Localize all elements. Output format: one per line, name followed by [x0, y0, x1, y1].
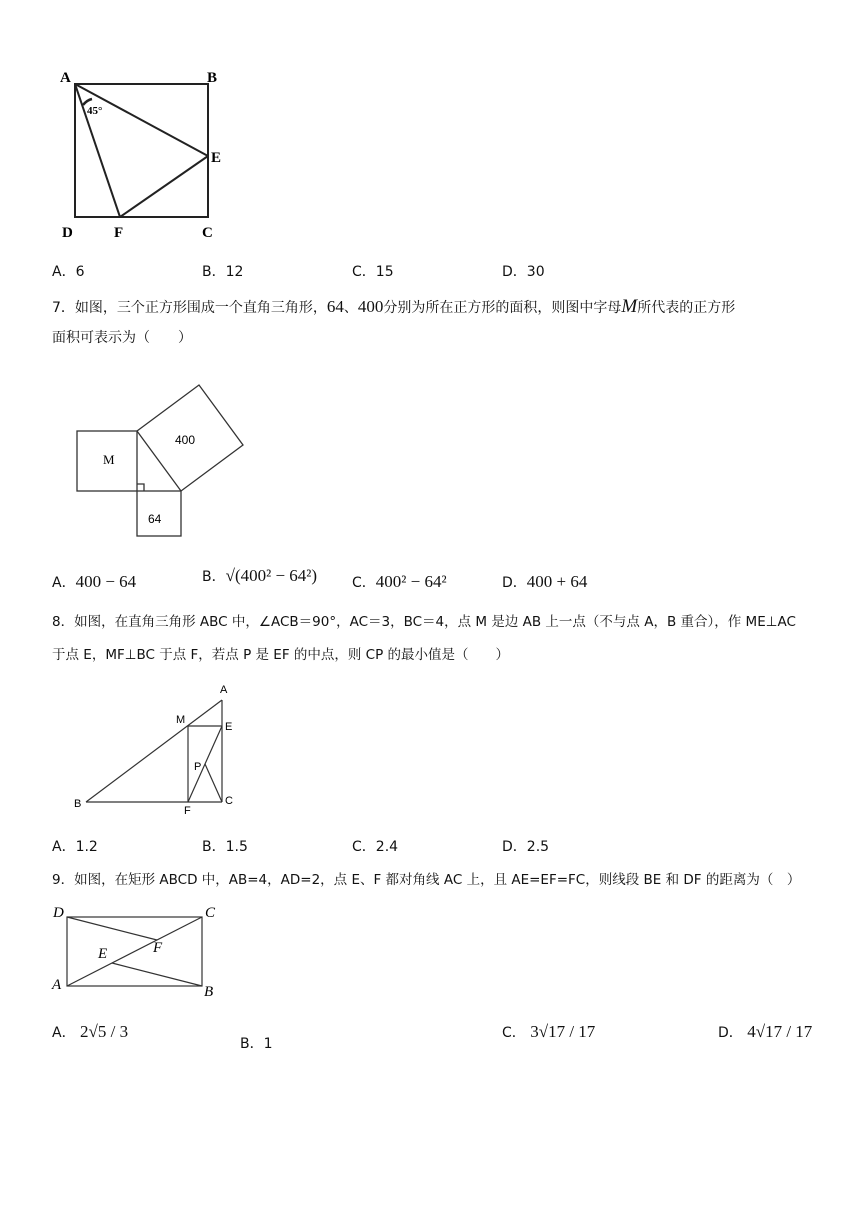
q7-right-angle-mark	[137, 484, 144, 491]
q7-figure	[70, 378, 260, 543]
q7-label-m: M	[103, 452, 115, 467]
q9-label-d: D	[53, 905, 64, 921]
q8-label-c: C	[225, 795, 233, 807]
q6-label-a: A	[60, 70, 71, 86]
q8-label-m: M	[176, 714, 186, 726]
q7-label-400: 400	[175, 433, 196, 447]
q7-label-64: 64	[148, 512, 162, 526]
q7-stem-line1: 7．如图，三个正方形围成一个直角三角形，64、400分别为所在正方形的面积，则图中字母M所代表的正方形	[52, 296, 736, 317]
q9-label-a: A	[52, 977, 62, 993]
q9-label-e: E	[98, 946, 108, 962]
q6-label-b: B	[207, 70, 218, 86]
q7-option-c[interactable]: C．400² − 64²	[352, 572, 447, 591]
q8-option-a[interactable]: A．1.2	[52, 839, 98, 855]
q9-segment-be	[112, 963, 202, 986]
q8-figure	[70, 680, 245, 820]
q8-segment-cp	[205, 764, 222, 802]
q9-diagonal-ac	[67, 917, 202, 986]
q8-option-c[interactable]: C．2.4	[352, 839, 399, 855]
q8-option-b[interactable]: B．1.5	[202, 839, 248, 855]
q6-label-c: C	[202, 225, 213, 241]
q8-label-f: F	[184, 805, 191, 817]
q7-option-d[interactable]: D．400 + 64	[502, 572, 588, 591]
q8-option-d[interactable]: D．2.5	[502, 839, 550, 855]
q8-label-a: A	[220, 684, 228, 696]
q6-option-c[interactable]: C．15	[352, 264, 394, 280]
q9-option-d[interactable]: D． 4√17 / 17	[718, 1022, 813, 1041]
q8-label-b: B	[74, 798, 82, 810]
q9-stem-line1: 9．如图，在矩形 ABCD 中，AB=4，AD=2，点 E、F 都对角线 AC 上，且 AE=EF=FC，则线段 BE 和 DF 的距离为（ ）	[52, 872, 801, 888]
q6-label-d: D	[62, 225, 73, 241]
q9-label-c: C	[205, 905, 216, 921]
q7-stem-line2: 面积可表示为（ ）	[52, 330, 192, 346]
q7-option-a[interactable]: A．400 − 64	[52, 572, 137, 591]
q9-segment-df	[67, 917, 157, 940]
q9-option-b[interactable]: B．1	[240, 1036, 273, 1052]
q9-figure	[48, 900, 228, 1000]
q6-square	[75, 84, 208, 217]
q9-label-b: B	[204, 984, 214, 1000]
q8-label-p: P	[194, 761, 202, 773]
q6-angle-label: 45°	[87, 105, 103, 117]
q7-option-b[interactable]: B．√(400² − 64²)	[202, 566, 318, 585]
q6-option-b[interactable]: B．12	[202, 264, 244, 280]
q9-option-a[interactable]: A． 2√5 / 3	[52, 1022, 129, 1041]
q6-figure	[50, 62, 250, 248]
q9-option-c[interactable]: C． 3√17 / 17	[502, 1022, 596, 1041]
q6-segment-ef	[120, 156, 208, 217]
q6-label-f: F	[114, 225, 124, 241]
q8-label-e: E	[225, 721, 233, 733]
q9-label-f: F	[153, 940, 163, 956]
q6-option-a[interactable]: A．6	[52, 264, 85, 280]
q8-segment-ab	[86, 700, 222, 802]
q6-label-e: E	[211, 150, 222, 166]
q6-option-d[interactable]: D．30	[502, 264, 545, 280]
q8-stem-line1: 8．如图，在直角三角形 ABC 中，∠ACB＝90°，AC＝3，BC＝4，点 M 是边 AB 上一点（不与点 A，B 重合），作 ME⊥AC	[52, 614, 796, 630]
q8-stem-line2: 于点 E，MF⊥BC 于点 F，若点 P 是 EF 的中点，则 CP 的最小值是（ ）	[52, 647, 510, 663]
